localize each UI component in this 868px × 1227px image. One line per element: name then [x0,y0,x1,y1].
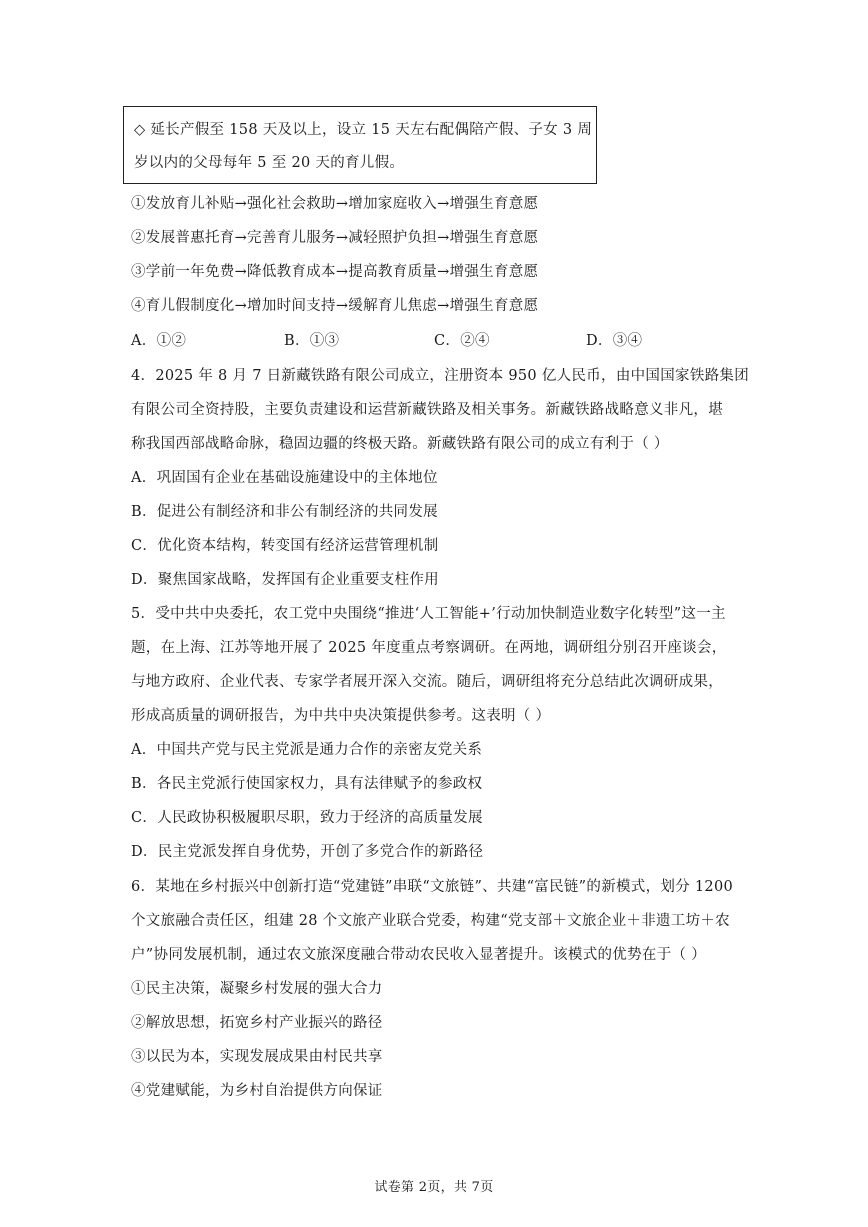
q6-stem-line: 6．某地在乡村振兴中创新打造“党建链”串联“文旅链”、共建“富民链”的新模式，划分 1200 [131,879,734,895]
q5-option-d[interactable]: D．民主党派发挥自身优势，开创了多党合作的新路径 [131,844,484,860]
page-footer: 试卷第 2页，共 7页 [374,1180,494,1195]
q6-item: ①民主决策，凝聚乡村发展的强大合力 [131,981,383,997]
q5-option-b[interactable]: B．各民主党派行使国家权力，具有法律赋予的参政权 [131,776,483,792]
material-line-2: 岁以内的父母每年 5 至 20 天的育儿假。 [134,155,405,171]
q4-stem-line: 4．2025 年 8 月 7 日新藏铁路有限公司成立，注册资本 950 亿人民币，由中国国家铁路集团 [131,368,750,384]
q5-stem-line: 与地方政府、企业代表、专家学者展开深入交流。随后，调研组将充分总结此次调研成果， [131,674,723,690]
q4-option-d[interactable]: D．聚焦国家战略，发挥国有企业重要支柱作用 [131,572,439,588]
q5-option-a[interactable]: A．中国共产党与民主党派是通力合作的亲密友党关系 [131,742,483,758]
q3-option-d[interactable]: D．③④ [586,333,643,349]
q3-item: ③学前一年免费→降低教育成本→提高教育质量→增强生育意愿 [131,264,539,280]
q6-item: ③以民为本，实现发展成果由村民共享 [131,1049,383,1065]
q5-stem-line: 形成高质量的调研报告，为中共中央决策提供参考。这表明（ ） [131,708,551,724]
q4-stem-line: 有限公司全资持股，主要负责建设和运营新藏铁路及相关事务。新藏铁路战略意义非凡，堪 [131,402,723,418]
q6-item: ④党建赋能，为乡村自治提供方向保证 [131,1083,383,1099]
q3-option-a[interactable]: A．①② [131,333,187,349]
q3-option-b[interactable]: B．①③ [284,333,340,349]
material-line-1: ◇ 延长产假至 158 天及以上，设立 15 天左右配偶陪产假、子女 3 周 [134,122,593,138]
q4-option-b[interactable]: B．促进公有制经济和非公有制经济的共同发展 [131,504,438,520]
q5-stem-line: 题，在上海、江苏等地开展了 2025 年度重点考察调研。在两地，调研组分别召开座谈会， [131,640,727,656]
q3-item: ②发展普惠托育→完善育儿服务→减轻照护负担→增强生育意愿 [131,230,539,246]
q4-option-a[interactable]: A．巩固国有企业在基础设施建设中的主体地位 [131,470,438,486]
q4-stem-line: 称我国西部战略命脉，稳固边疆的终极天路。新藏铁路有限公司的成立有利于（ ） [131,436,669,452]
q6-item: ②解放思想，拓宽乡村产业振兴的路径 [131,1015,383,1031]
q3-option-c[interactable]: C．②④ [434,333,490,349]
q6-stem-line: 个文旅融合责任区，组建 28 个文旅产业联合党委，构建“党支部＋文旅企业＋非遗工坊＋农 [131,913,730,929]
q3-item: ①发放育儿补贴→强化社会救助→增加家庭收入→增强生育意愿 [131,196,539,212]
q5-stem-line: 5．受中共中央委托，农工党中央围绕“推进‘人工智能+’行动加快制造业数字化转型”这一主 [131,606,726,622]
q4-option-c[interactable]: C．优化资本结构，转变国有经济运营管理机制 [131,538,439,554]
q5-option-c[interactable]: C．人民政协积极履职尽职，致力于经济的高质量发展 [131,810,483,826]
q3-item: ④育儿假制度化→增加时间支持→缓解育儿焦虑→增强生育意愿 [131,298,539,314]
q6-stem-line: 户”协同发展机制，通过农文旅深度融合带动农民收入显著提升。该模式的优势在于（ ） [131,947,707,963]
